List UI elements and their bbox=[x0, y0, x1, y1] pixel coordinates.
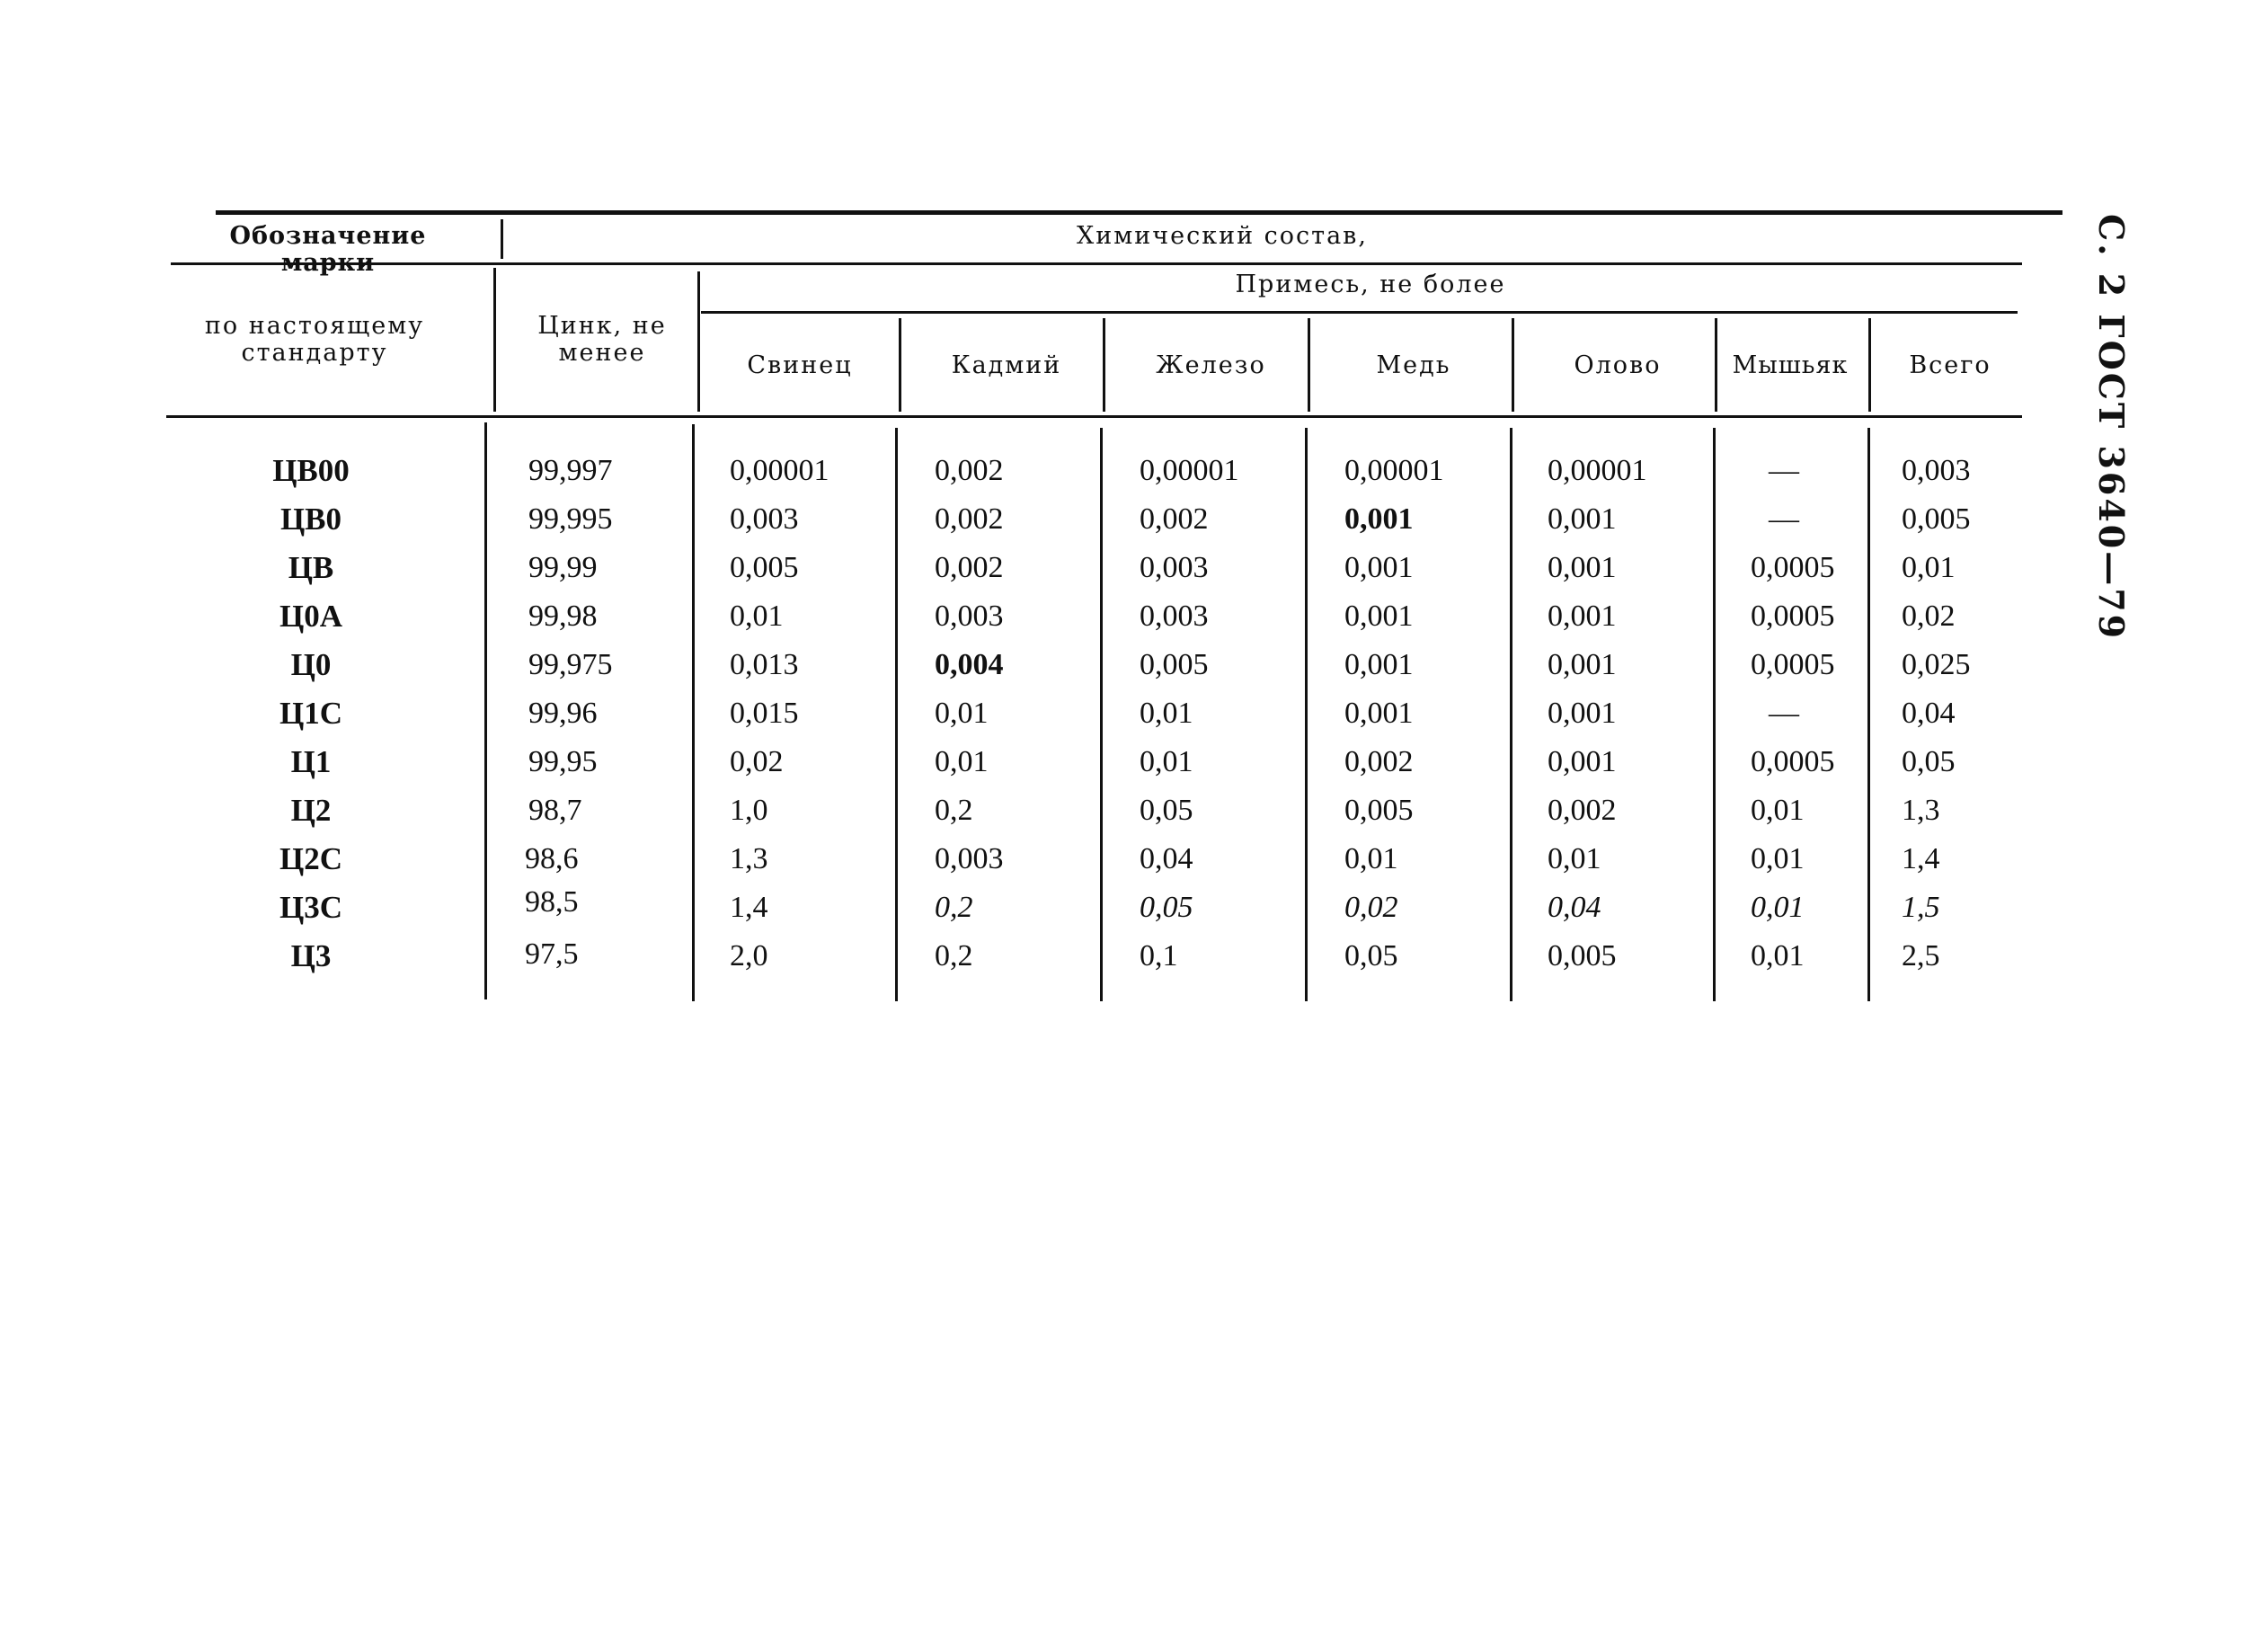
cell-mark: Ц3 bbox=[290, 938, 332, 973]
header-chemical-composition: Химический состав, bbox=[1077, 222, 1368, 250]
copper-column-divider bbox=[1510, 428, 1512, 1001]
cell-mark: Ц1С bbox=[279, 696, 342, 731]
cell-arsenic: 0,0005 bbox=[1751, 745, 1835, 778]
cell-iron: 0,01 bbox=[1140, 697, 1193, 730]
header-designation: Обозначение марки bbox=[229, 222, 427, 277]
cell-iron: 0,00001 bbox=[1140, 454, 1239, 487]
cell-arsenic: 0,0005 bbox=[1751, 551, 1835, 584]
cell-cadmium: 0,003 bbox=[935, 842, 1004, 875]
cell-iron: 0,05 bbox=[1140, 794, 1193, 827]
cell-copper: 0,001 bbox=[1344, 502, 1414, 536]
cell-total: 0,025 bbox=[1902, 648, 1971, 681]
cell-copper: 0,00001 bbox=[1344, 454, 1444, 487]
cell-copper: 0,001 bbox=[1344, 648, 1414, 681]
cell-tin: 0,001 bbox=[1548, 697, 1617, 730]
cell-cadmium: 0,002 bbox=[935, 502, 1004, 536]
cell-cadmium: 0,002 bbox=[935, 454, 1004, 487]
cell-tin: 0,001 bbox=[1548, 551, 1617, 584]
column-header-arsenic: Мышьяк bbox=[1732, 351, 1849, 379]
cell-zinc: 98,7 bbox=[528, 794, 582, 827]
cell-iron: 0,04 bbox=[1140, 842, 1193, 875]
cell-tin: 0,04 bbox=[1548, 891, 1601, 924]
cell-lead: 0,00001 bbox=[730, 454, 829, 487]
cell-mark: Ц0 bbox=[290, 647, 332, 682]
cell-zinc: 99,96 bbox=[528, 697, 598, 730]
column-header-cadmium: Кадмий bbox=[951, 351, 1062, 379]
cell-zinc: 99,95 bbox=[528, 745, 598, 778]
tin-divider-header bbox=[1715, 318, 1717, 412]
cell-iron: 0,003 bbox=[1140, 551, 1209, 584]
iron-divider-header bbox=[1308, 318, 1310, 412]
cell-total: 0,04 bbox=[1902, 697, 1956, 730]
iron-column-divider bbox=[1305, 428, 1308, 1001]
cell-tin: 0,001 bbox=[1548, 745, 1617, 778]
cell-cadmium: 0,01 bbox=[935, 697, 989, 730]
cell-zinc: 99,997 bbox=[528, 454, 613, 487]
cell-zinc: 98,6 bbox=[525, 842, 579, 875]
copper-divider-header bbox=[1512, 318, 1514, 412]
cadmium-column-divider bbox=[1100, 428, 1103, 1001]
cell-arsenic: — bbox=[1769, 502, 1799, 536]
cell-tin: 0,001 bbox=[1548, 502, 1617, 536]
cell-copper: 0,001 bbox=[1344, 600, 1414, 633]
cell-tin: 0,005 bbox=[1548, 939, 1617, 973]
cell-total: 0,01 bbox=[1902, 551, 1956, 584]
cell-cadmium: 0,01 bbox=[935, 745, 989, 778]
cell-arsenic: 0,0005 bbox=[1751, 600, 1835, 633]
cell-lead: 1,0 bbox=[730, 794, 768, 827]
cell-total: 1,3 bbox=[1902, 794, 1940, 827]
cell-copper: 0,01 bbox=[1344, 842, 1398, 875]
cell-mark: ЦВ0 bbox=[279, 502, 342, 537]
cell-mark: Ц2 bbox=[290, 793, 332, 828]
cell-total: 0,02 bbox=[1902, 600, 1956, 633]
lead-column-divider bbox=[895, 428, 898, 1001]
column-header-tin: Олово bbox=[1574, 351, 1662, 379]
table-top-rule bbox=[216, 210, 2062, 215]
cell-zinc: 99,98 bbox=[528, 600, 598, 633]
cell-copper: 0,001 bbox=[1344, 551, 1414, 584]
cell-lead: 1,3 bbox=[730, 842, 768, 875]
cell-zinc: 98,5 bbox=[525, 885, 579, 919]
cell-total: 0,005 bbox=[1902, 502, 1971, 536]
cell-mark: ЦВ bbox=[288, 550, 334, 585]
cell-total: 1,4 bbox=[1902, 842, 1940, 875]
cell-copper: 0,005 bbox=[1344, 794, 1414, 827]
header-impurities: Примесь, не более bbox=[1235, 271, 1506, 298]
header-zinc: Цинк, не менее bbox=[537, 312, 667, 367]
cell-iron: 0,005 bbox=[1140, 648, 1209, 681]
cadmium-divider-header bbox=[1103, 318, 1105, 412]
cell-iron: 0,002 bbox=[1140, 502, 1209, 536]
cell-tin: 0,00001 bbox=[1548, 454, 1647, 487]
header-by-standard: по настоящему стандарту bbox=[204, 312, 425, 367]
cell-cadmium: 0,2 bbox=[935, 794, 973, 827]
cell-total: 1,5 bbox=[1902, 891, 1940, 924]
cell-total: 0,05 bbox=[1902, 745, 1956, 778]
cell-iron: 0,003 bbox=[1140, 600, 1209, 633]
cell-lead: 0,015 bbox=[730, 697, 799, 730]
cell-iron: 0,1 bbox=[1140, 939, 1178, 973]
cell-cadmium: 0,2 bbox=[935, 939, 973, 973]
cell-mark: Ц3С bbox=[279, 890, 342, 925]
cell-cadmium: 0,2 bbox=[935, 891, 973, 924]
lead-divider-header bbox=[899, 318, 901, 412]
cell-copper: 0,001 bbox=[1344, 697, 1414, 730]
cell-mark: Ц1 bbox=[290, 744, 332, 779]
cell-arsenic: — bbox=[1769, 454, 1799, 487]
arsenic-column-divider bbox=[1867, 428, 1870, 1001]
cell-tin: 0,001 bbox=[1548, 600, 1617, 633]
mark-column-divider-header bbox=[493, 268, 496, 412]
cell-lead: 0,005 bbox=[730, 551, 799, 584]
cell-arsenic: 0,01 bbox=[1751, 842, 1805, 875]
cell-copper: 0,02 bbox=[1344, 891, 1398, 924]
column-header-copper: Медь bbox=[1376, 351, 1451, 379]
cell-copper: 0,002 bbox=[1344, 745, 1414, 778]
cell-lead: 0,003 bbox=[730, 502, 799, 536]
cell-cadmium: 0,004 bbox=[935, 648, 1004, 681]
cell-arsenic: 0,01 bbox=[1751, 891, 1805, 924]
cell-lead: 1,4 bbox=[730, 891, 768, 924]
arsenic-divider-header bbox=[1868, 318, 1871, 412]
cell-zinc: 99,99 bbox=[528, 551, 598, 584]
cell-mark: Ц0А bbox=[279, 599, 342, 634]
designation-divider bbox=[501, 219, 503, 259]
header-bottom-rule bbox=[166, 415, 2022, 418]
cell-cadmium: 0,003 bbox=[935, 600, 1004, 633]
tin-column-divider bbox=[1713, 428, 1716, 1001]
column-header-total: Всего bbox=[1909, 351, 1991, 379]
cell-arsenic: — bbox=[1769, 697, 1799, 730]
running-title: С. 2 ГОСТ 3640—79 bbox=[2091, 214, 2132, 642]
cell-mark: ЦВ00 bbox=[272, 453, 350, 488]
cell-mark: Ц2С bbox=[279, 841, 342, 876]
cell-total: 0,003 bbox=[1902, 454, 1971, 487]
cell-tin: 0,002 bbox=[1548, 794, 1617, 827]
cell-zinc: 99,975 bbox=[528, 648, 613, 681]
cell-zinc: 99,995 bbox=[528, 502, 613, 536]
cell-arsenic: 0,01 bbox=[1751, 939, 1805, 973]
column-header-iron: Железо bbox=[1156, 351, 1266, 379]
cell-lead: 2,0 bbox=[730, 939, 768, 973]
cell-tin: 0,01 bbox=[1548, 842, 1601, 875]
cell-iron: 0,01 bbox=[1140, 745, 1193, 778]
cell-copper: 0,05 bbox=[1344, 939, 1398, 973]
cell-tin: 0,001 bbox=[1548, 648, 1617, 681]
cell-zinc: 97,5 bbox=[525, 937, 579, 971]
mark-column-divider bbox=[484, 422, 487, 999]
column-header-lead: Свинец bbox=[747, 351, 853, 379]
cell-arsenic: 0,0005 bbox=[1751, 648, 1835, 681]
zinc-column-divider-header bbox=[697, 271, 700, 412]
cell-total: 2,5 bbox=[1902, 939, 1940, 973]
cell-arsenic: 0,01 bbox=[1751, 794, 1805, 827]
zinc-column-divider bbox=[692, 424, 695, 1001]
cell-lead: 0,01 bbox=[730, 600, 784, 633]
cell-iron: 0,05 bbox=[1140, 891, 1193, 924]
cell-lead: 0,02 bbox=[730, 745, 784, 778]
cell-lead: 0,013 bbox=[730, 648, 799, 681]
impurities-rule bbox=[701, 311, 2018, 314]
cell-cadmium: 0,002 bbox=[935, 551, 1004, 584]
